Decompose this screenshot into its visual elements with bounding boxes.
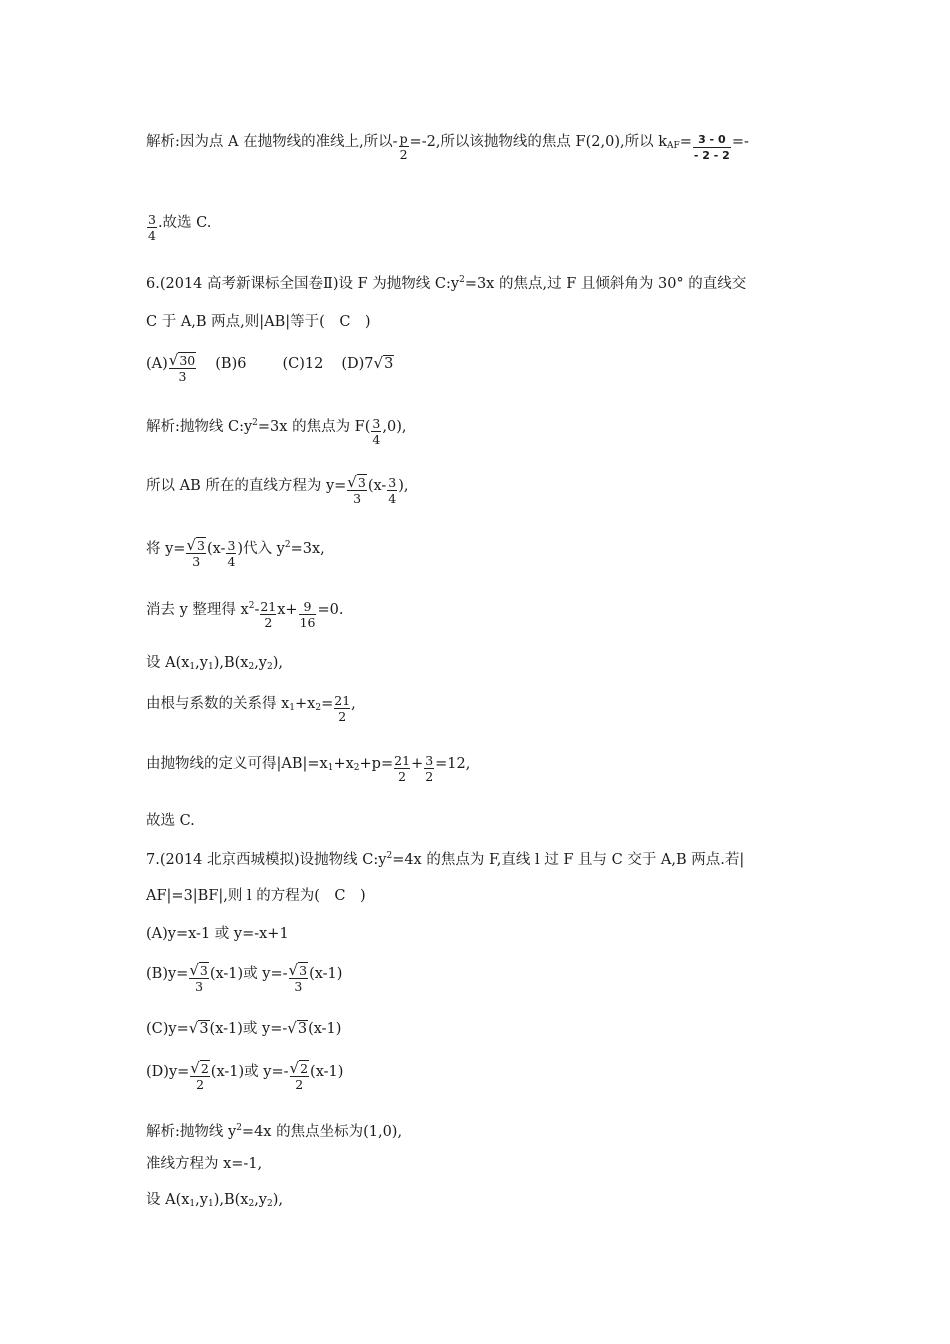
fraction-p-over-2: $\frac{p}{2}$ (399, 131, 408, 162)
q7-option-a: (A)y=x-1 或 y=-x+1 (146, 926, 289, 942)
q6-solution-line1: 解析:抛物线 $C:y^2=3x$ 的焦点为 F( $\frac{3}{4}$ ,0), (146, 416, 407, 447)
text: .故选 C. (157, 215, 212, 231)
fraction-3-over-4: $\frac{3}{4}$ (148, 212, 156, 243)
q6-solution-line2: 所以 AB 所在的直线方程为 y= $\frac{√3}{3}$ (x- $\frac{3}{4}$ ), (146, 473, 409, 506)
subscript: AF (666, 141, 680, 151)
option-b: (B)6 (215, 356, 247, 372)
q6-stem-line1: 6.(2014 高考新课标全国卷Ⅱ)设 F 为抛物线 $C:y^2=3x$ 的焦点,过 F 且倾斜角为 30° 的直线交 (146, 275, 747, 292)
q7-stem-line2: AF|=3|BF|,则 l 的方程为( C ) (146, 888, 366, 904)
text: =-2,所以该抛物线的焦点 F(2,0),所以 k (409, 134, 667, 150)
option-c: (C)12 (282, 356, 324, 372)
q5-solution-line1 (146, 131, 749, 163)
option-d: (D)7√3 (341, 354, 394, 372)
q6-solution-line4: 消去 y 整理得 $x^2-$ $\frac{21}{2}$ x+ $\frac{9}{16}$ =0. (146, 599, 344, 630)
q6-solution-line3: 将 y= $\frac{√3}{3}$ (x- $\frac{3}{4}$ )代入 $y^2=3x$, (146, 536, 325, 569)
fraction-slope: $\frac{3 - 0}{- 2 - 2}$ (693, 133, 730, 162)
q5-solution-line2 (146, 212, 211, 243)
q6-solution-line5: 设 $A(x_1,y_1),B(x_2,y_2)$, (146, 655, 284, 672)
q6-solution-line7: 由抛物线的定义可得$|AB|=x_1+x_2+p=$ $\frac{21}{2}$ + $\frac{3}{2}$ =12, (146, 753, 471, 784)
q7-stem-line1: 7.(2014 北京西城模拟)设抛物线 $C:y^2=4x$ 的焦点为 F,直线 l 过 F 且与 C 交于 A,B 两点.若| (146, 851, 745, 868)
q7-option-d: (D)y= $\frac{√2}{2}$ (x-1)或 y=- $\frac{√2}{2}$ (x-1) (146, 1059, 344, 1092)
q6-solution-line8: 故选 C. (146, 813, 195, 829)
q7-option-c: (C)y=√3(x-1)或 y=-√3(x-1) (146, 1019, 342, 1037)
text: =- (731, 134, 749, 150)
q6-options (146, 353, 394, 384)
q7-option-b: (B)y= $\frac{√3}{3}$ (x-1)或 y=- $\frac{√3}{3}$ (x-1) (146, 961, 343, 994)
q6-stem-line2: C 于 A,B 两点,则|AB|等于( C ) (146, 314, 371, 330)
q7-solution-line1: 解析:抛物线 $y^2=4x$ 的焦点坐标为(1,0), (146, 1123, 403, 1140)
q7-solution-line2: 准线方程为 x=-1, (146, 1156, 263, 1172)
text: = (679, 134, 692, 150)
option-a: (A) $\frac{√30}{3}$ (146, 351, 196, 384)
q6-solution-line6: 由根与系数的关系得 $x_1+x_2=$ $\frac{21}{2}$ , (146, 693, 356, 724)
text: 解析:因为点 A 在抛物线的准线上,所以- (146, 134, 398, 150)
q7-solution-line3: 设 $A(x_1,y_1),B(x_2,y_2)$, (146, 1192, 284, 1209)
